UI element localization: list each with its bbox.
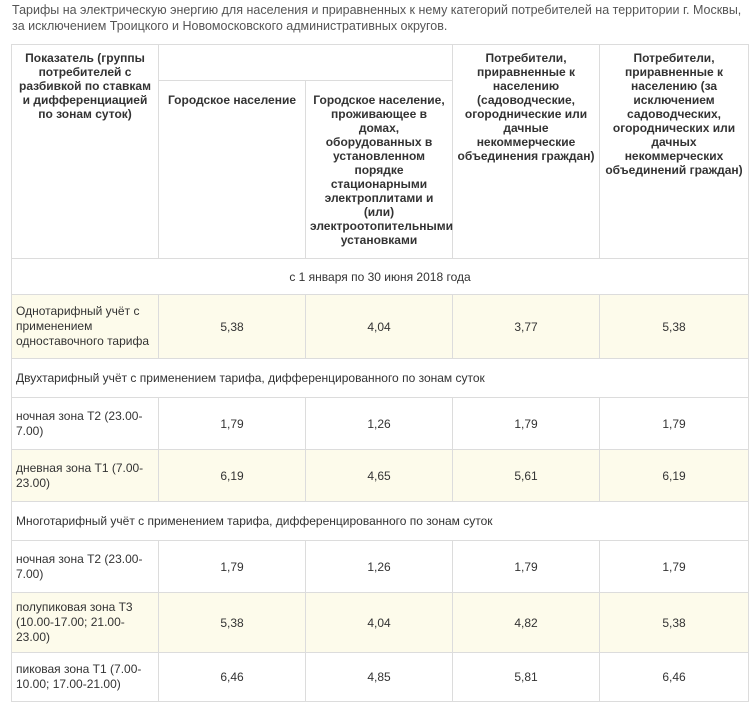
value-garden: 3,77	[453, 295, 600, 359]
value-garden: 5,81	[453, 653, 600, 702]
table-row	[12, 398, 749, 450]
value-garden: 4,82	[453, 593, 600, 653]
section-title-two-tariff: Двухтарифный учёт с применением тарифа, дифференцированного по зонам суток	[12, 359, 749, 398]
value-city: 6,19	[159, 450, 306, 502]
value-city: 1,79	[159, 398, 306, 450]
period-label: с 1 января по 30 июня 2018 года	[12, 259, 749, 295]
value-city-stove: 4,04	[306, 593, 453, 653]
header-garden: Потребители, приравненные к населению (садоводческие, огороднические или дачные некоммерческие объединения граждан)	[453, 45, 600, 259]
value-city-stove: 4,04	[306, 295, 453, 359]
section-title-multi-tariff: Многотарифный учёт с применением тарифа, дифференцированного по зонам суток	[12, 502, 749, 541]
value-garden: 5,61	[453, 450, 600, 502]
row-label: дневная зона Т1 (7.00-23.00)	[12, 450, 159, 502]
table-row	[12, 653, 749, 702]
value-city-stove: 4,85	[306, 653, 453, 702]
header-city-stove: Городское население, проживающее в домах, оборудованных в установленном порядке стационарными электроплитами и (или) электроотопительными установками	[306, 81, 453, 259]
value-except-garden: 6,19	[600, 450, 749, 502]
row-label: Однотарифный учёт с применением одноставочного тарифа	[12, 295, 159, 359]
section-row	[12, 502, 749, 541]
value-city-stove: 4,65	[306, 450, 453, 502]
value-city: 5,38	[159, 593, 306, 653]
header-indicator: Показатель (группы потребителей с разбивкой по ставкам и дифференциацией по зонам суток)	[12, 45, 159, 259]
value-city: 1,79	[159, 541, 306, 593]
row-label: пиковая зона Т1 (7.00-10.00; 17.00-21.00)	[12, 653, 159, 702]
table-row	[12, 541, 749, 593]
value-city: 6,46	[159, 653, 306, 702]
value-except-garden: 5,38	[600, 295, 749, 359]
section-row	[12, 359, 749, 398]
header-row-top	[12, 45, 749, 81]
header-city: Городское население	[159, 81, 306, 259]
row-label: ночная зона Т2 (23.00-7.00)	[12, 541, 159, 593]
table-caption: Тарифы на электрическую энергию для населения и приравненных к нему категорий потребителей на территории г. Москвы, за исключением Троицкого и Новомосковского административных округов.	[12, 3, 742, 33]
value-except-garden: 6,46	[600, 653, 749, 702]
value-garden: 1,79	[453, 398, 600, 450]
value-city-stove: 1,26	[306, 398, 453, 450]
row-label: полупиковая зона Т3 (10.00-17.00; 21.00-23.00)	[12, 593, 159, 653]
table-row	[12, 295, 749, 359]
value-except-garden: 1,79	[600, 398, 749, 450]
value-except-garden: 1,79	[600, 541, 749, 593]
header-spacer	[159, 45, 453, 81]
tariff-table	[11, 44, 749, 702]
table-row	[12, 593, 749, 653]
value-city: 5,38	[159, 295, 306, 359]
table-row	[12, 450, 749, 502]
header-except-garden: Потребители, приравненные к населению (за исключением садоводческих, огороднических или дачных некоммерческих объединений граждан)	[600, 45, 749, 259]
value-except-garden: 5,38	[600, 593, 749, 653]
value-garden: 1,79	[453, 541, 600, 593]
row-label: ночная зона Т2 (23.00-7.00)	[12, 398, 159, 450]
period-row	[12, 259, 749, 295]
value-city-stove: 1,26	[306, 541, 453, 593]
